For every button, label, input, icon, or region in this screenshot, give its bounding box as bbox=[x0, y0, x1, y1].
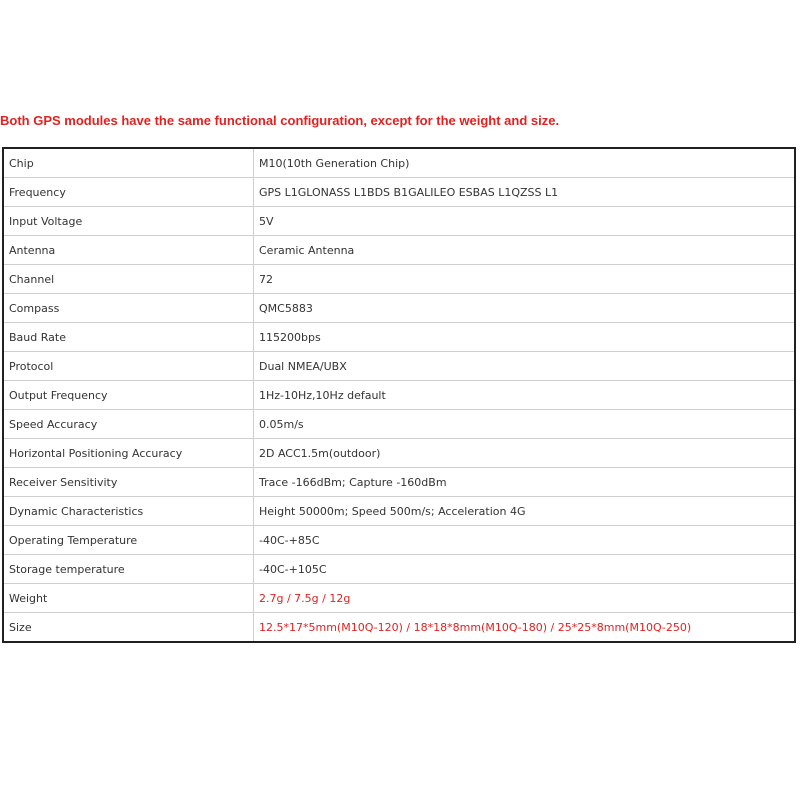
spec-label: Storage temperature bbox=[3, 555, 254, 584]
spec-value: Dual NMEA/UBX bbox=[254, 352, 796, 381]
table-row bbox=[3, 178, 795, 207]
spec-value: 0.05m/s bbox=[254, 410, 796, 439]
spec-label: Dynamic Characteristics bbox=[3, 497, 254, 526]
spec-label: Speed Accuracy bbox=[3, 410, 254, 439]
table-row bbox=[3, 526, 795, 555]
table-row bbox=[3, 381, 795, 410]
notice-text: Both GPS modules have the same functional configuration, except for the weight and size. bbox=[0, 113, 560, 128]
spec-value: -40C-+105C bbox=[254, 555, 796, 584]
spec-value-size: 12.5*17*5mm(M10Q-120) / 18*18*8mm(M10Q-180) / 25*25*8mm(M10Q-250) bbox=[254, 613, 796, 643]
spec-label: Operating Temperature bbox=[3, 526, 254, 555]
spec-label: Frequency bbox=[3, 178, 254, 207]
spec-value-weight: 2.7g / 7.5g / 12g bbox=[254, 584, 796, 613]
spec-label: Size bbox=[3, 613, 254, 643]
spec-label: Weight bbox=[3, 584, 254, 613]
table-row bbox=[3, 323, 795, 352]
spec-table bbox=[2, 147, 796, 643]
table-row bbox=[3, 410, 795, 439]
spec-value: 115200bps bbox=[254, 323, 796, 352]
spec-value: 5V bbox=[254, 207, 796, 236]
table-row bbox=[3, 294, 795, 323]
spec-label: Baud Rate bbox=[3, 323, 254, 352]
spec-value: 72 bbox=[254, 265, 796, 294]
spec-label: Input Voltage bbox=[3, 207, 254, 236]
table-row bbox=[3, 613, 795, 643]
spec-value: Ceramic Antenna bbox=[254, 236, 796, 265]
table-row bbox=[3, 265, 795, 294]
spec-value: 2D ACC1.5m(outdoor) bbox=[254, 439, 796, 468]
spec-value: Trace -166dBm; Capture -160dBm bbox=[254, 468, 796, 497]
spec-value: GPS L1GLONASS L1BDS B1GALILEO ESBAS L1QZSS L1 bbox=[254, 178, 796, 207]
table-row bbox=[3, 148, 795, 178]
table-row bbox=[3, 468, 795, 497]
spec-value: M10(10th Generation Chip) bbox=[254, 148, 796, 178]
table-row bbox=[3, 555, 795, 584]
spec-value: Height 50000m; Speed 500m/s; Acceleration 4G bbox=[254, 497, 796, 526]
spec-value: QMC5883 bbox=[254, 294, 796, 323]
table-row bbox=[3, 497, 795, 526]
spec-label: Horizontal Positioning Accuracy bbox=[3, 439, 254, 468]
spec-value: -40C-+85C bbox=[254, 526, 796, 555]
spec-label: Receiver Sensitivity bbox=[3, 468, 254, 497]
spec-label: Channel bbox=[3, 265, 254, 294]
spec-label: Antenna bbox=[3, 236, 254, 265]
table-row bbox=[3, 584, 795, 613]
table-row bbox=[3, 352, 795, 381]
spec-label: Chip bbox=[3, 148, 254, 178]
spec-value: 1Hz-10Hz,10Hz default bbox=[254, 381, 796, 410]
table-row bbox=[3, 236, 795, 265]
table-row bbox=[3, 439, 795, 468]
spec-label: Protocol bbox=[3, 352, 254, 381]
spec-label: Compass bbox=[3, 294, 254, 323]
spec-label: Output Frequency bbox=[3, 381, 254, 410]
table-row bbox=[3, 207, 795, 236]
